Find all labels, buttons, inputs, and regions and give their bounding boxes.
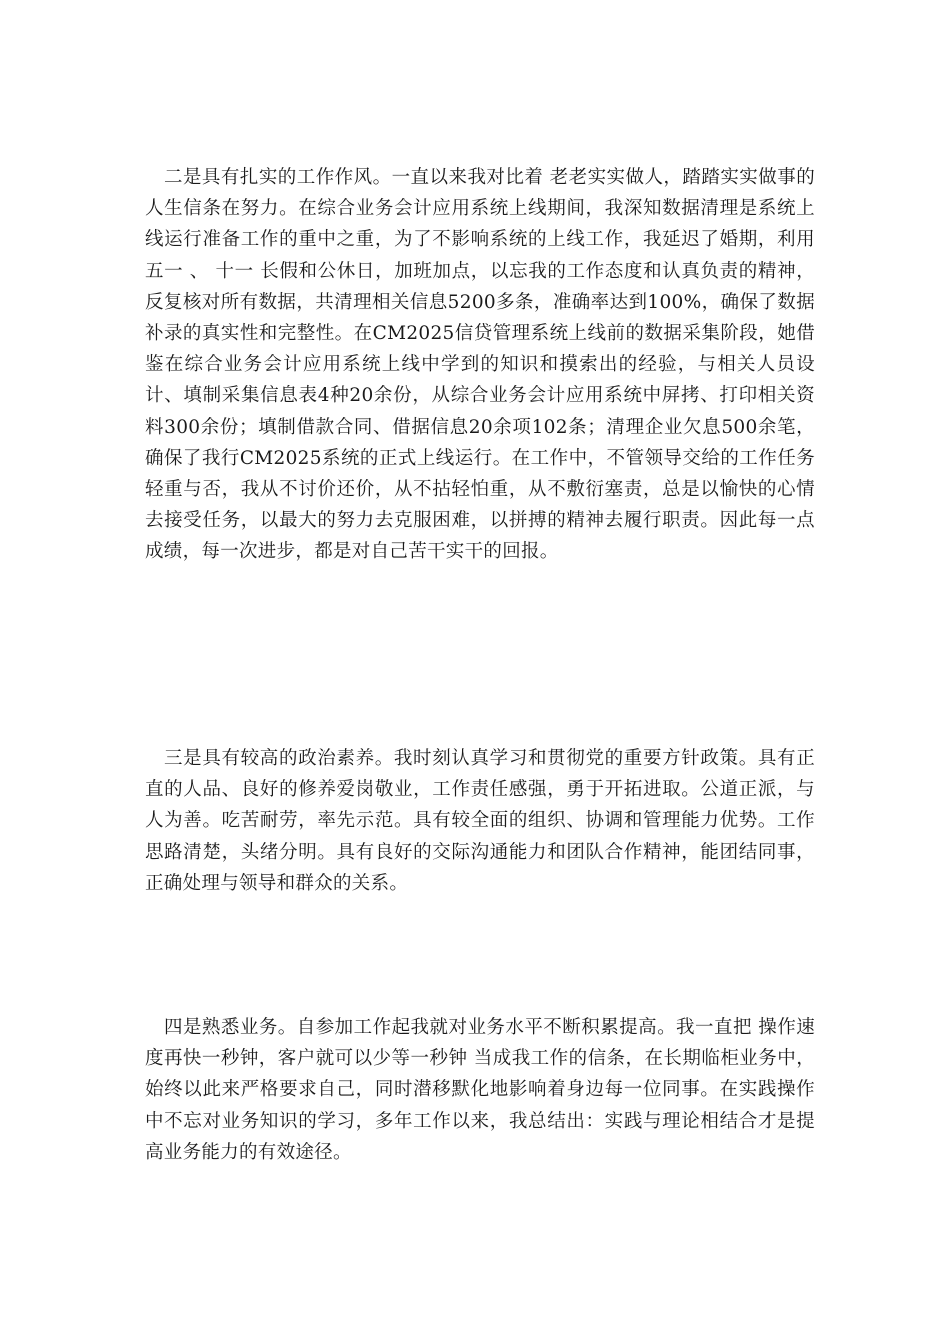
paragraph-work-style: 二是具有扎实的工作作风。一直以来我对比着 老老实实做人，踏踏实实做事的人生信条在努力。在综合业务会计应用系统上线期间，我深知数据清理是系统上线运行准备工作的重中之重，为了不影响系统的上线工作，我延迟了婚期，利用 五一 、 十一 长假和公休日，加班加点，以忘我的工作态度和认真负责的精神，反复核对所有数据，共清理相关信息5200多条，准确率达到100%，确保了数据补录的真实性和完整性。在CM2025信贷管理系统上线前的数据采集阶段，她借鉴在综合业务会计应用系统上线中学到的知识和摸索出的经验，与相关人员设计、填制采集信息表4种20余份，从综合业务会计应用系统中屏拷、打印相关资料300余份；填制借款合同、借据信息20余项102条；清理企业欠息500余笔，确保了我行CM2025系统的正式上线运行。在工作中，不管领导交给的工作任务轻重与否，我从不讨价还价，从不拈轻怕重，从不敷衍塞责，总是以愉快的心情去接受任务，以最大的努力去克服困难，以拼搏的精神去履行职责。因此每一点成绩，每一次进步，都是对自己苦干实干的回报。 [145,167,815,563]
paragraph-business-skill: 四是熟悉业务。自参加工作起我就对业务水平不断积累提高。我一直把 操作速度再快一秒钟，客户就可以少等一秒钟 当成我工作的信条，在长期临柜业务中，始终以此来严格要求自己，同时潜移默化地影响着身边每一位同事。在实践操作中不忘对业务知识的学习，多年工作以来，我总结出：实践与理论相结合才是提高业务能力的有效途径。 [145,1017,815,1163]
paragraph-political-quality: 三是具有较高的政治素养。我时刻认真学习和贯彻党的重要方针政策。具有正直的人品、良好的修养爱岗敬业，工作责任感强，勇于开拓进取。公道正派，与人为善。吃苦耐劳，率先示范。具有较全面的组织、协调和管理能力优势。工作思路清楚，头绪分明。具有良好的交际沟通能力和团队合作精神，能团结同事，正确处理与领导和群众的关系。 [145,748,815,894]
